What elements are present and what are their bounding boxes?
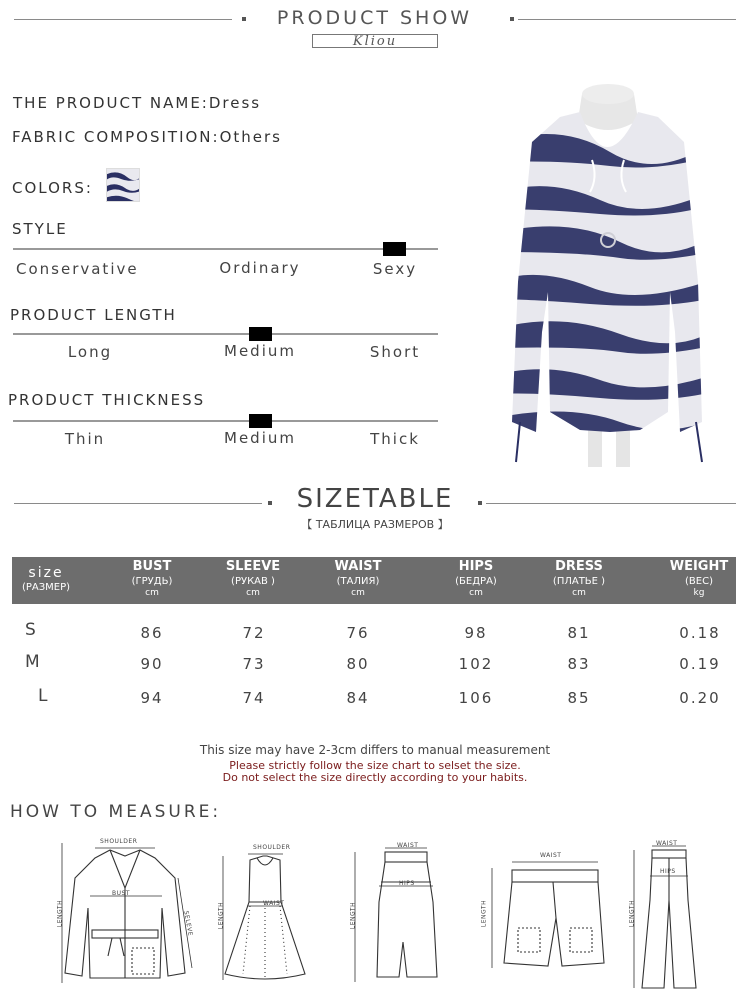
cell-sleeve: 73 bbox=[242, 655, 266, 673]
skirt-hips-label: HIPS bbox=[399, 880, 415, 887]
col-sleeve-name: SLEEVE bbox=[225, 559, 281, 574]
cell-weight: 0.18 bbox=[679, 624, 721, 642]
jacket-length-label: LENGTH bbox=[56, 899, 64, 928]
col-size-sub: (РАЗМЕР) bbox=[21, 582, 71, 593]
table-row bbox=[0, 684, 750, 710]
col-dress-name: DRESS bbox=[555, 559, 603, 574]
colors-label: COLORS: bbox=[12, 179, 93, 197]
col-size-name: size bbox=[28, 565, 64, 581]
cell-size: M bbox=[25, 652, 42, 672]
sizetable-rule-left bbox=[14, 503, 262, 504]
header-rule-right bbox=[518, 19, 736, 20]
style-option-ordinary: Ordinary bbox=[219, 259, 301, 277]
product-name bbox=[13, 94, 261, 112]
col-dress-sub: (ПЛАТЬЕ ) bbox=[552, 576, 606, 587]
col-sleeve-sub: (РУКАВ ) bbox=[231, 576, 275, 587]
col-bust-sub: (ГРУДЬ) bbox=[131, 576, 173, 587]
cell-dress: 81 bbox=[567, 624, 591, 642]
col-bust-name: BUST bbox=[132, 559, 172, 574]
thickness-option-thick: Thick bbox=[370, 430, 420, 448]
col-weight-unit: kg bbox=[693, 588, 705, 598]
note-habits: Do not select the size directly according to your habits. bbox=[222, 771, 528, 784]
table-row bbox=[0, 650, 750, 676]
dress-icon bbox=[215, 842, 315, 987]
skirt-waist-label: WAIST bbox=[397, 842, 419, 849]
product-name-value: Dress bbox=[208, 94, 262, 112]
fabric-label: FABRIC COMPOSITION: bbox=[12, 128, 220, 146]
cell-waist: 84 bbox=[346, 689, 370, 707]
header-rule-left bbox=[14, 19, 232, 20]
skirt-diagram bbox=[345, 842, 445, 987]
jacket-bust-label: BUST bbox=[112, 890, 130, 897]
style-option-conservative: Conservative bbox=[16, 260, 139, 278]
skirt-length-label: LENGTH bbox=[349, 901, 357, 930]
col-hips-sub: (БЕДРА) bbox=[455, 576, 497, 587]
fabric-value: Others bbox=[219, 128, 282, 146]
col-bust-header bbox=[120, 557, 184, 599]
product-photo bbox=[470, 82, 746, 474]
dress-waist-label: WAIST bbox=[263, 900, 285, 907]
fabric-composition bbox=[12, 128, 282, 146]
dress-diagram bbox=[215, 842, 315, 987]
cell-sleeve: 72 bbox=[242, 624, 266, 642]
col-weight-header bbox=[662, 557, 736, 599]
thickness-option-thin: Thin bbox=[64, 430, 106, 448]
jacket-icon bbox=[50, 838, 200, 988]
col-hips-unit: cm bbox=[469, 588, 483, 598]
cell-hips: 98 bbox=[464, 624, 488, 642]
cell-waist: 80 bbox=[346, 655, 370, 673]
jacket-sleeve-label: SELEVE bbox=[182, 910, 194, 937]
col-dress-unit: cm bbox=[572, 588, 586, 598]
col-bust-unit: cm bbox=[145, 588, 159, 598]
zebra-pattern-icon bbox=[107, 169, 140, 202]
header-dot-right bbox=[510, 17, 514, 21]
col-dress-header bbox=[542, 557, 616, 599]
sizetable-dot-left bbox=[268, 501, 272, 505]
note-follow-chart: Please strictly follow the size chart to selset the size. bbox=[229, 759, 521, 772]
sizetable-header bbox=[12, 557, 736, 604]
cell-weight: 0.19 bbox=[679, 655, 721, 673]
pants-icon bbox=[622, 840, 712, 992]
product-name-label: THE PRODUCT NAME: bbox=[13, 94, 209, 112]
dress-length-label: LENGTH bbox=[217, 901, 225, 930]
pants-waist-label: WAIST bbox=[656, 840, 678, 847]
cell-dress: 85 bbox=[567, 689, 591, 707]
cell-bust: 86 bbox=[140, 624, 164, 642]
jacket-shoulder-label: SHOULDER bbox=[100, 838, 138, 845]
col-waist-sub: (ТАЛИЯ) bbox=[336, 576, 380, 587]
shorts-length-label: LENGTH bbox=[480, 899, 488, 928]
col-sleeve-header bbox=[220, 557, 286, 599]
cell-bust: 94 bbox=[140, 689, 164, 707]
cell-weight: 0.20 bbox=[679, 689, 721, 707]
measure-heading: HOW TO MEASURE: bbox=[10, 802, 222, 822]
thickness-option-medium: Medium bbox=[224, 429, 296, 447]
color-swatch-zebra[interactable] bbox=[106, 168, 140, 202]
col-waist-unit: cm bbox=[351, 588, 365, 598]
length-scale-line bbox=[13, 333, 438, 335]
length-option-long: Long bbox=[67, 343, 113, 361]
thickness-marker bbox=[249, 414, 272, 428]
length-option-short: Short bbox=[369, 343, 421, 361]
sizetable-title: SIZETABLE bbox=[296, 484, 454, 514]
col-sleeve-unit: cm bbox=[246, 588, 260, 598]
pants-diagram bbox=[622, 840, 712, 992]
sizetable-subtitle: 【 ТАБЛИЦА РАЗМЕРОВ 】 bbox=[301, 518, 449, 531]
thickness-scale-line bbox=[13, 420, 438, 422]
pants-length-label: LENGTH bbox=[628, 899, 636, 928]
cell-waist: 76 bbox=[346, 624, 370, 642]
col-size-header bbox=[12, 563, 80, 594]
sizetable-dot-right bbox=[478, 501, 482, 505]
sizetable-rule-right bbox=[486, 503, 736, 504]
length-marker bbox=[249, 327, 272, 341]
col-waist-header bbox=[326, 557, 390, 599]
style-scale-line bbox=[13, 248, 438, 250]
note-measurement: This size may have 2-3cm differs to manual measurement bbox=[199, 743, 551, 757]
brand-label: Kliou bbox=[312, 34, 438, 48]
zebra-dress-image bbox=[470, 82, 746, 474]
page-title: PRODUCT SHOW bbox=[276, 7, 473, 29]
shorts-waist-label: WAIST bbox=[540, 852, 562, 859]
skirt-icon bbox=[345, 842, 445, 987]
style-heading: STYLE bbox=[12, 220, 68, 238]
length-heading: PRODUCT LENGTH bbox=[10, 306, 177, 324]
cell-size: S bbox=[25, 620, 38, 640]
col-weight-name: WEIGHT bbox=[669, 559, 729, 574]
col-hips-name: HIPS bbox=[458, 559, 494, 574]
col-weight-sub: (ВЕС) bbox=[685, 576, 713, 587]
jacket-diagram bbox=[50, 838, 200, 988]
style-option-sexy: Sexy bbox=[372, 260, 418, 278]
cell-dress: 83 bbox=[567, 655, 591, 673]
cell-size: L bbox=[38, 686, 50, 706]
thickness-heading: PRODUCT THICKNESS bbox=[8, 391, 206, 409]
shorts-diagram bbox=[478, 848, 608, 978]
pants-hips-label: HIPS bbox=[660, 868, 676, 875]
cell-hips: 106 bbox=[458, 689, 494, 707]
col-hips-header bbox=[444, 557, 508, 599]
shorts-icon bbox=[478, 848, 608, 978]
dress-shoulder-label: SHOULDER bbox=[253, 844, 291, 851]
style-marker bbox=[383, 242, 406, 256]
table-row bbox=[0, 618, 750, 644]
col-waist-name: WAIST bbox=[334, 559, 382, 574]
cell-bust: 90 bbox=[140, 655, 164, 673]
header-dot-left bbox=[242, 17, 246, 21]
cell-hips: 102 bbox=[458, 655, 494, 673]
length-option-medium: Medium bbox=[224, 342, 296, 360]
cell-sleeve: 74 bbox=[242, 689, 266, 707]
